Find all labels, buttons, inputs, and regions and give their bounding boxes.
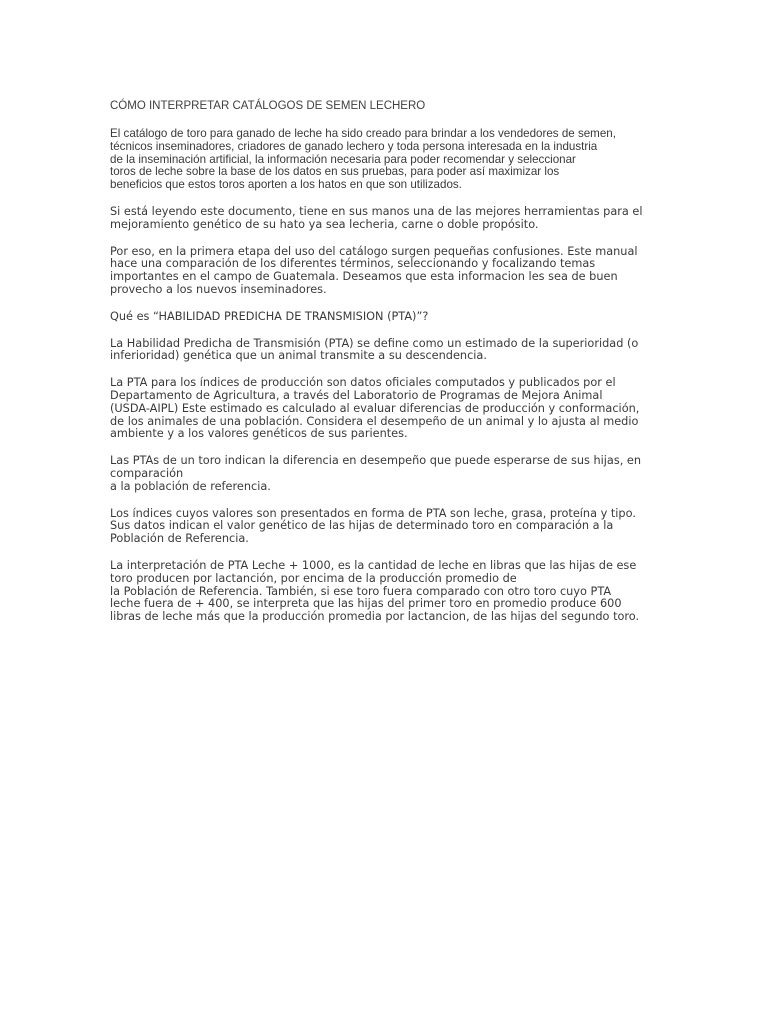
paragraph-pta-definition: La Habilidad Predicha de Transmisión (PTA) se define como un estimado de la superioridad (o inferioridad) genética que un animal transmite a su descendencia. <box>110 336 639 363</box>
paragraph-ptas-toro: Las PTAs de un toro indican la diferencia en desempeño que puede esperarse de sus hijas, en comparación a la población de referencia. <box>110 454 642 493</box>
paragraph-pta-question: Qué es “HABILIDAD PREDICHA DE TRANSMISION (PTA)”? <box>110 309 429 323</box>
paragraph-herramienta: Si está leyendo este documento, tiene en sus manos una de las mejores herramientas para el mejoramiento genético de su hato ya sea lecheria, carne o doble propósito. <box>110 204 643 231</box>
paragraph-interpretacion: La interpretación de PTA Leche + 1000, es la cantidad de leche en libras que las hijas de ese toro producen por lactanción, por encima de la producción promedio de la Población de Referencia. También, si ese toro fuera comparado con otro toro cuyo PTA leche fuera de + 400, se interpreta que las hijas del primer toro en promedio produce 600 libras de leche más que la producción promedia por lactancion, de las hijas del segundo toro. <box>110 558 640 624</box>
paragraph-pta-usda: La PTA para los índices de producción son datos oficiales computados y publicados por el Departamento de Agricultura, a través del Laboratorio de Programas de Mejora Animal (USDA-AIPL) Este estimado es calculado al evaluar diferencias de producción y conformación, de los animales de una población. Considera el desempeño de un animal y lo ajusta al medio ambiente y a los valores genéticos de sus parientes. <box>110 376 640 441</box>
document-title: CÓMO INTERPRETAR CATÁLOGOS DE SEMEN LECHERO <box>110 100 426 112</box>
paragraph-confusiones: Por eso, en la primera etapa del uso del catálogo surgen pequeñas confusiones. Este manual hace una comparación de los diferentes términos, seleccionando y focalizando temas importantes en el campo de Guatemala. Deseamos que esta informacion les sea de buen provecho a los nuevos inseminadores. <box>110 244 638 296</box>
paragraph-indices: Los índices cuyos valores son presentados en forma de PTA son leche, grasa, proteína y tipo. Sus datos indican el valor genético de las hijas de determinado toro en comparación a la Población de Referencia. <box>110 506 636 546</box>
document-page <box>110 99 670 638</box>
paragraph-intro: El catálogo de toro para ganado de leche ha sido creado para brindar a los vendedores de semen, técnicos inseminadores, criadores de ganado lechero y toda persona interesada en la industria de la inseminación artificial, la información necesaria para poder recomendar y seleccionar toros de leche sobre la base de los datos en sus pruebas, para poder así maximizar los beneficios que estos toros aporten a los hatos en que son utilizados. <box>110 127 616 192</box>
